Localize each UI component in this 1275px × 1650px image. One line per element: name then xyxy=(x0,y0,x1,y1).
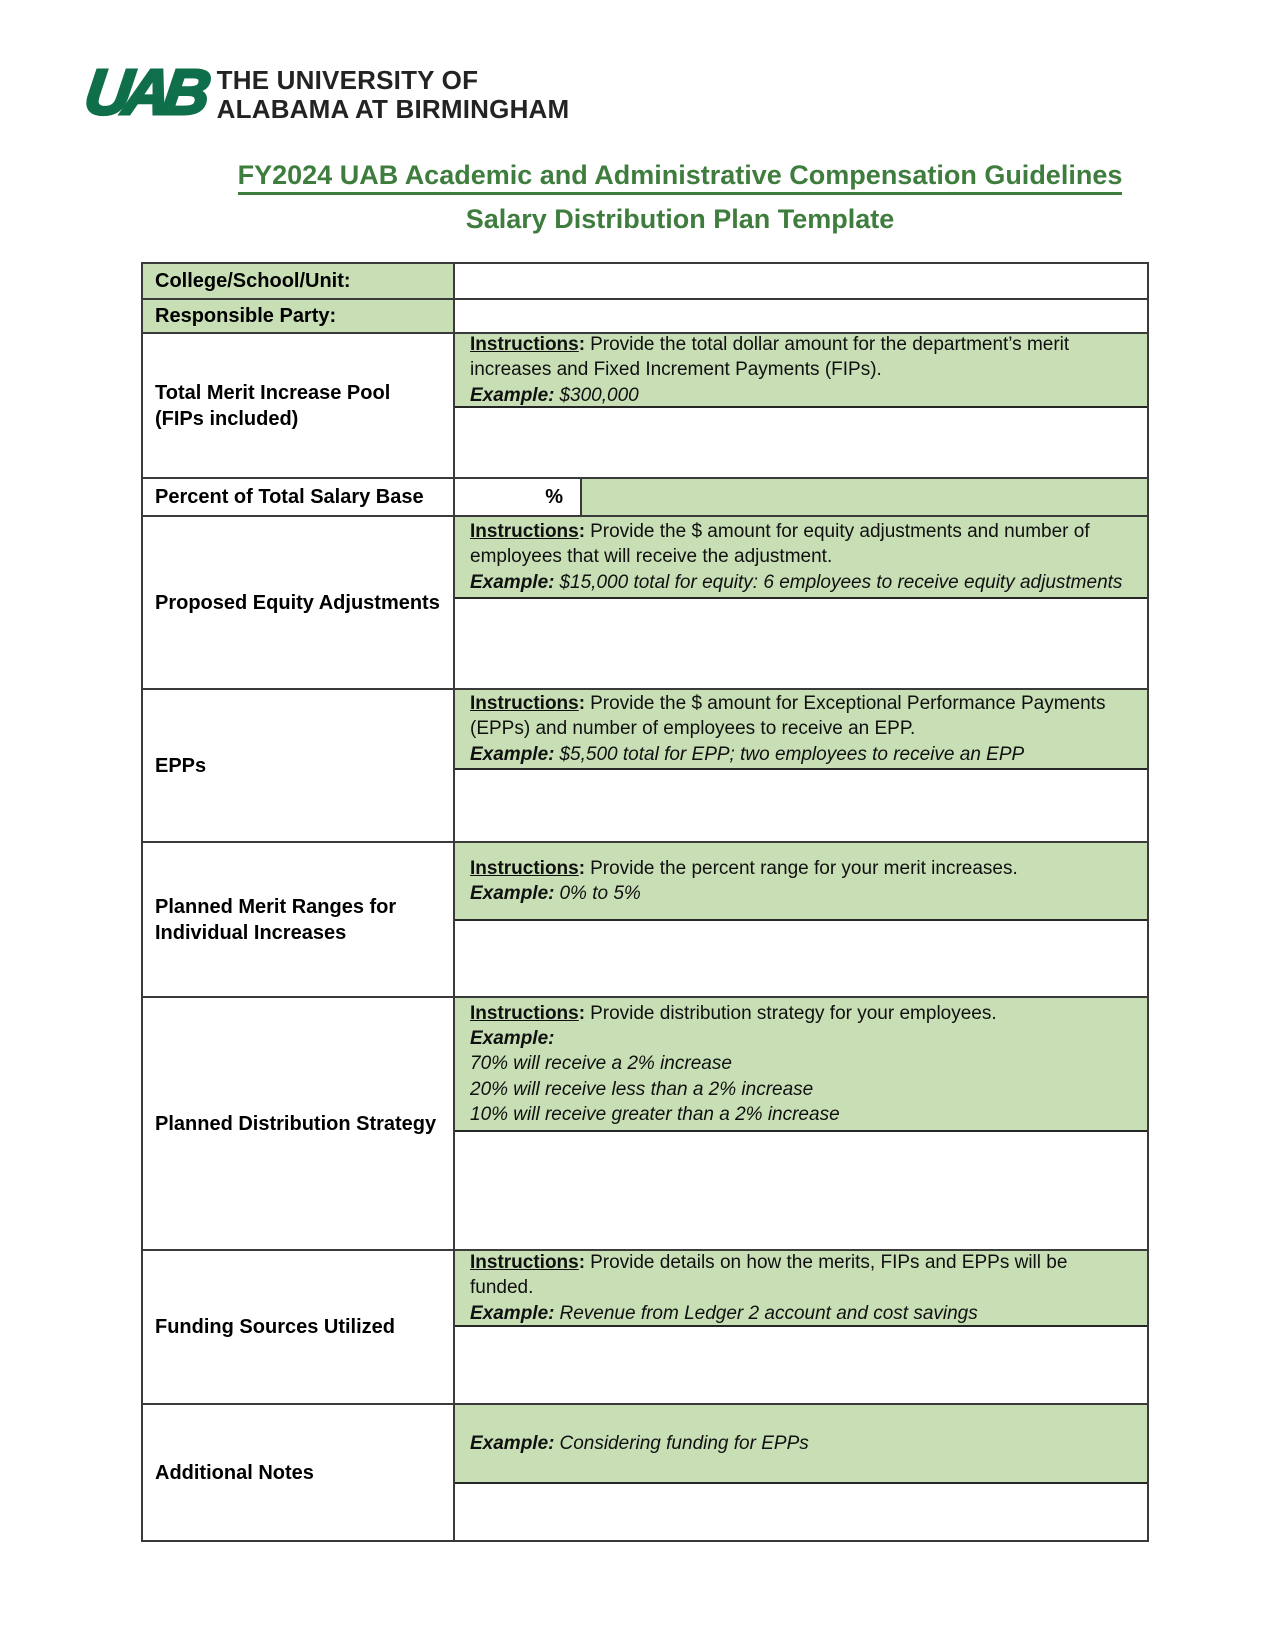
merit-ranges-label: Planned Merit Ranges for Individual Increases xyxy=(143,843,455,996)
uab-logo xyxy=(80,56,1275,130)
instructions-line: Instructions: Provide the total dollar amount for the department’s merit increases and Fixed Increment Payments (FIPs). xyxy=(470,334,1070,381)
table-row-merit-ranges xyxy=(143,841,1147,996)
college-label: College/School/Unit: xyxy=(143,264,455,298)
example-line: Example: $5,500 total for EPP; two employees to receive an EPP xyxy=(470,743,1025,765)
table-row-equity xyxy=(143,515,1147,688)
table-row-funding xyxy=(143,1249,1147,1403)
funding-label: Funding Sources Utilized xyxy=(143,1251,455,1403)
example-line: Example: 0% to 5% xyxy=(470,883,641,904)
table-row-merit-pool xyxy=(143,332,1147,477)
salary-plan-table xyxy=(141,262,1149,1542)
document-subtitle: Salary Distribution Plan Template xyxy=(465,204,895,234)
college-input-cell[interactable] xyxy=(455,264,1147,298)
table-row-notes xyxy=(143,1403,1147,1540)
wordmark-line1: THE UNIVERSITY OF xyxy=(216,64,479,95)
responsible-party-input-cell[interactable] xyxy=(455,300,1147,332)
notes-example-cell xyxy=(455,1405,1147,1484)
merit-pool-label: Total Merit Increase Pool (FIPs included) xyxy=(143,334,455,477)
funding-instructions-cell xyxy=(455,1251,1147,1327)
example-line: Example: xyxy=(470,1028,555,1050)
instructions-line: Instructions: Provide the $ amount for equity adjustments and number of employees that will receive the adjustment. xyxy=(470,521,1090,568)
table-row-college xyxy=(143,264,1147,298)
instructions-line: Instructions: Provide distribution strategy for your employees. xyxy=(470,1002,997,1024)
merit-pool-input-cell[interactable] xyxy=(455,408,1147,477)
percent-base-label: Percent of Total Salary Base xyxy=(143,479,455,515)
equity-input-cell[interactable] xyxy=(455,599,1147,688)
notes-label: Additional Notes xyxy=(143,1405,455,1540)
instructions-line: Instructions: Provide details on how the merits, FIPs and EPPs will be funded. xyxy=(470,1252,1068,1299)
equity-label: Proposed Equity Adjustments xyxy=(143,517,455,688)
uab-logo-icon: UAB xyxy=(80,56,209,128)
instructions-line: Instructions: Provide the percent range for your merit increases. xyxy=(470,857,1018,879)
merit-ranges-input-cell[interactable] xyxy=(455,921,1147,996)
percent-shaded-cell xyxy=(582,479,1147,515)
example-line: Example: Considering funding for EPPs xyxy=(470,1432,809,1454)
table-row-responsible xyxy=(143,298,1147,332)
epps-instructions-cell xyxy=(455,690,1147,770)
example-line: Example: $15,000 total for equity: 6 employees to receive equity adjustments xyxy=(470,571,1123,593)
example-line: Example: $300,000 xyxy=(470,384,639,406)
document-titles xyxy=(85,160,1275,235)
funding-input-cell[interactable] xyxy=(455,1327,1147,1403)
notes-input-cell[interactable] xyxy=(455,1484,1147,1540)
merit-pool-instructions-cell xyxy=(455,334,1147,408)
example-detail-line: 10% will receive greater than a 2% increase xyxy=(470,1103,840,1125)
example-detail-line: 70% will receive a 2% increase xyxy=(470,1053,732,1075)
equity-instructions-cell xyxy=(455,517,1147,599)
document-title: FY2024 UAB Academic and Administrative Compensation Guidelines xyxy=(238,160,1123,195)
page-header xyxy=(0,0,1275,235)
distribution-instructions-cell xyxy=(455,998,1147,1132)
epps-label: EPPs xyxy=(143,690,455,841)
university-wordmark xyxy=(217,66,570,125)
instructions-line: Instructions: Provide the $ amount for Exceptional Performance Payments (EPPs) and number of employees to receive an EPP. xyxy=(470,693,1106,740)
percent-sign: % xyxy=(545,485,563,508)
example-line: Example: Revenue from Ledger 2 account and cost savings xyxy=(470,1302,978,1324)
example-detail-line: 20% will receive less than a 2% increase xyxy=(470,1078,814,1100)
merit-ranges-instructions-cell xyxy=(455,843,1147,921)
responsible-party-label: Responsible Party: xyxy=(143,300,455,332)
wordmark-line2: ALABAMA AT BIRMINGHAM xyxy=(216,94,570,124)
table-row-epps xyxy=(143,688,1147,841)
percent-input-cell[interactable] xyxy=(455,479,582,515)
distribution-input-cell[interactable] xyxy=(455,1132,1147,1249)
epps-input-cell[interactable] xyxy=(455,770,1147,841)
table-row-percent-base xyxy=(143,477,1147,515)
distribution-label: Planned Distribution Strategy xyxy=(143,998,455,1249)
table-row-distribution xyxy=(143,996,1147,1249)
